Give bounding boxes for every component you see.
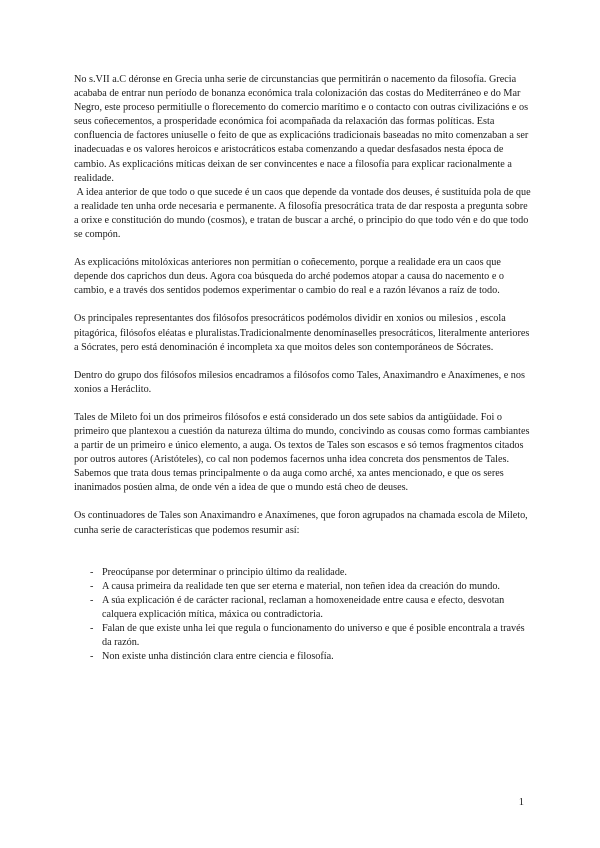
paragraph-origins: No s.VII a.C déronse en Grecia unha serie de circunstancias que permitirán o nacemento da filosofía. Grecia acababa de entrar nun período de bonanza económica trala colonización das costas do Mediterráneo e do Mar Negro, este proceso permitiulle o florecemento do comercio marítimo e o contacto con outras civilizacións e os seus coñecementos, a prosperidade económica foi acompañada da relaxación das formas políticas. Esta confluencia de factores uniuselle o feito de que as explicacións tradicionais baseadas no mito comenzaban a ser inadecuadas e os valores heroicos e aristocráticos estaba comenzando a quedar desfasados nesta época de cambio. As explicacións míticas deixan de ser convincentes e nace a filosofía para explicar racionalmente a realidade.: [74, 74, 529, 184]
list-bullet: -: [90, 594, 94, 606]
list-item: [74, 566, 532, 580]
paragraph-representatives: Os principales representantes dos filósofos presocráticos podémolos dividir en xonios ou milesios , escola pitagórica, filósofos eléatas e pluralistas.Tradicionalmente denomínaselles presocráticos, literalmente anteriores a Sócrates, pero está denominación é incompleta xa que moitos deles son contemporáneos de Sócrates.: [74, 313, 530, 353]
list-bullet: -: [90, 580, 94, 592]
list-item-text: A súa explicación é de carácter racional, reclaman a homoxeneidade entre causa e efecto, desvotan calquera explicación mítica, máxica ou contradictoria.: [102, 594, 505, 620]
list-item-text: Non existe unha distinción clara entre ciencia e filosofía.: [102, 651, 334, 663]
list-item: [74, 594, 532, 622]
paragraph-milesian-group: Dentro do grupo dos filósofos milesios encadramos a filósofos como Tales, Anaximandro e Anaxímenes, e nos xonios a Heráclito.: [74, 369, 525, 395]
list-bullet: -: [90, 623, 94, 634]
list-item-text: Falan de que existe unha lei que regula o funcionamento do universo e que é posible encontrala a través da razón.: [102, 623, 525, 649]
characteristics-list: [74, 566, 532, 665]
list-item-text: A causa primeira da realidade ten que ser eterna e material, non teñen idea da creación do mundo.: [102, 580, 500, 592]
paragraph-spacer: [74, 538, 532, 566]
paragraph-thales: Tales de Mileto foi un dos primeiros filósofos e está considerado un dos sete sabios da antigüidade. Foi o primeiro que plantexou a cuestión da natureza última do mundo, concivindo as cousas como formas cambiantes a partir de un primeiro e único elemento, a auga. Os textos de Tales son escasos e só temos fragmentos citados por outros autores (Aristóteles), co cal non podemos facernos unha idea concreta dos pensmentos de Tales. Sabemos que trata dous temas principalmente o da auga como arché, xa antes mencionado, e que os seres inanimados posúen alma, de onde vén a idea de que o mundo está cheo de deuses.: [74, 411, 530, 494]
paragraph-spacer: [74, 298, 532, 312]
page-number: 1: [518, 797, 524, 808]
list-bullet: -: [90, 566, 94, 578]
list-item: [74, 580, 532, 594]
paragraph-spacer: [74, 397, 532, 411]
paragraph-cosmos-order: [74, 186, 532, 242]
paragraph-spacer: [74, 355, 532, 369]
paragraph-spacer: [74, 495, 532, 509]
paragraph-continuators: Os continuadores de Tales son Anaximandro e Anaxímenes, que foron agrupados na chamada escola de Mileto, cunha serie de características que podemos resumir así:: [74, 510, 528, 536]
list-item: [74, 622, 532, 650]
list-item-text: Preocúpanse por determinar o principio último da realidade.: [102, 566, 347, 578]
list-bullet: -: [90, 651, 94, 663]
document-body: [74, 73, 532, 664]
list-item: [74, 650, 532, 664]
paragraph-cosmos-order-text: A idea anterior de que todo o que sucede é un caos que depende da vontade dos deuses, é sustituída pola de que a realidade ten unha orde necesaria e permanente. A filosofía presocrática trata de dar resposta a pregunta sobre a orixe e constitución do mundo (cosmos), e tratan de buscar a arché, o principio do que todo vén e do que todo se compón.: [74, 186, 531, 241]
paragraph-mythology: As explicacións mitolóxicas anteriores non permitían o coñecemento, porque a realidade era un caos que depende dos caprichos dun deus. Agora coa búsqueda do arché podemos atopar a causa do nacemento e o cambio, e a través dos sentidos podemos experimentar o cambio do real e a razón lévanos a raíz de todo.: [74, 257, 504, 297]
paragraph-spacer: [74, 242, 532, 256]
